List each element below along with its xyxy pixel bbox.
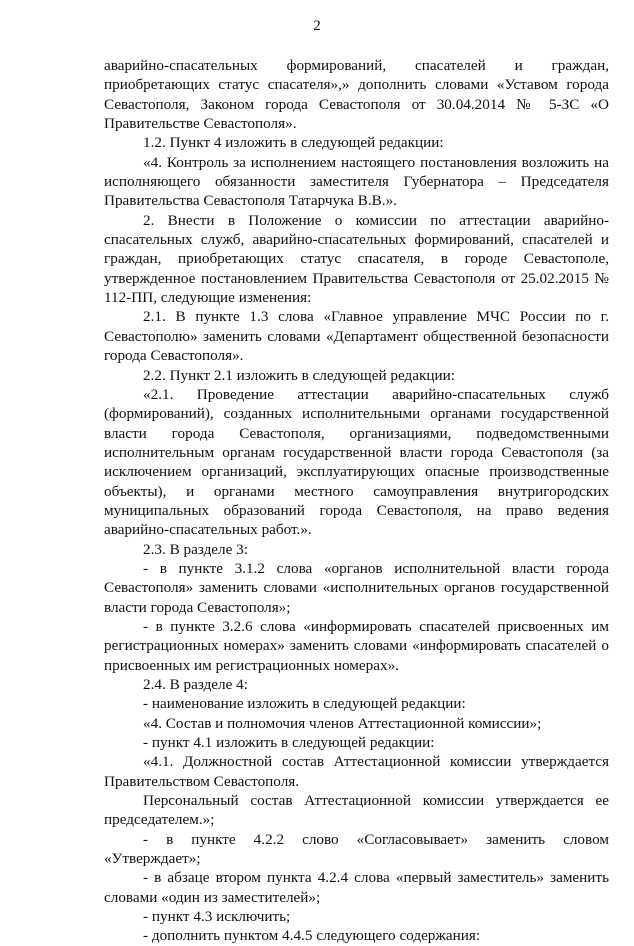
paragraph-item-2-3: 2.3. В разделе 3: <box>143 540 248 558</box>
paragraph-item-2-2: 2.2. Пункт 2.1 изложить в следующей редакции: <box>143 366 456 384</box>
paragraph-item-4-2-2: - в пункте 4.2.2 слово «Согласовывает» заменить словом «Утверждает»; <box>104 830 609 868</box>
paragraph-item-4-text: «4. Контроль за исполнением настоящего постановления возложить на исполняющего обязанности заместителя Губернатора – Председателя Правительства Севастополя Татарчука В.В.». <box>104 153 609 210</box>
paragraph-section-4-title: «4. Состав и полномочия членов Аттестационной комиссии»; <box>143 714 542 732</box>
paragraph-item-4-1-change: - пункт 4.1 изложить в следующей редакции: <box>143 734 435 752</box>
paragraph-continuation: аварийно-спасательных формирований, спасателей и граждан, приобретающих статус спасателя»,» дополнить словами «Уставом города Севастополя, Законом города Севастополя от 30.04.2014 № 5-ЗС «О Правительстве Севастополя». <box>104 57 609 133</box>
document-body <box>104 56 609 946</box>
page-number: 2 <box>313 18 321 34</box>
paragraph-item-2-1-text: «2.1. Проведение аттестации аварийно-спасательных служб (формирований), созданных исполнительными органами государственной власти города Севастополя, организациями, подведомственными исполнительным органам государственной власти города Севастополя (за исключением организаций, эксплуатирующих опасные производственные объекты), и органами местного самоуправления внутригородских муниципальных образований города Севастополя, на право ведения аварийно-спасательных работ.». <box>104 385 609 539</box>
paragraph-item-4-4-5: - дополнить пунктом 4.4.5 следующего содержания: <box>143 927 481 945</box>
paragraph-item-1-2: 1.2. Пункт 4 изложить в следующей редакции: <box>143 134 444 152</box>
paragraph-item-4-2-4: - в абзаце втором пункта 4.2.4 слова «первый заместитель» заменить словами «один из заместителей»; <box>104 869 609 906</box>
paragraph-item-2-1: 2.1. В пункте 1.3 слова «Главное управление МЧС России по г. Севастополю» заменить словами «Департамент общественной безопасности города Севастополя». <box>104 308 609 365</box>
paragraph-section-title-change: - наименование изложить в следующей редакции: <box>143 695 466 713</box>
paragraph-item-3-2-6: - в пункте 3.2.6 слова «информировать спасателей присвоенных им регистрационных номерах» заменить словами «информировать спасателей о присвоенных им регистрационных номерах». <box>104 617 609 674</box>
paragraph-item-4-3: - пункт 4.3 исключить; <box>143 908 291 926</box>
paragraph-item-2: 2. Внести в Положение о комиссии по аттестации аварийно-спасательных служб, аварийно-спасательных формирований, спасателей и граждан, приобретающих статус спасателя, в городе Севастополе, утвержденное постановлением Правительства Севастополя от 25.02.2015 № 112-ПП, следующие изменения: <box>104 211 609 307</box>
paragraph-item-2-4: 2.4. В разделе 4: <box>143 676 248 693</box>
paragraph-item-3-1-2: - в пункте 3.1.2 слова «органов исполнительной власти города Севастополя» заменить словами «исполнительных органов государственной власти города Севастополя»; <box>104 559 609 616</box>
paragraph-personal-composition: Персональный состав Аттестационной комиссии утверждается ее председателем.»; <box>104 792 609 829</box>
paragraph-item-4-1-text: «4.1. Должностной состав Аттестационной комиссии утверждается Правительством Севастополя. <box>104 753 609 790</box>
